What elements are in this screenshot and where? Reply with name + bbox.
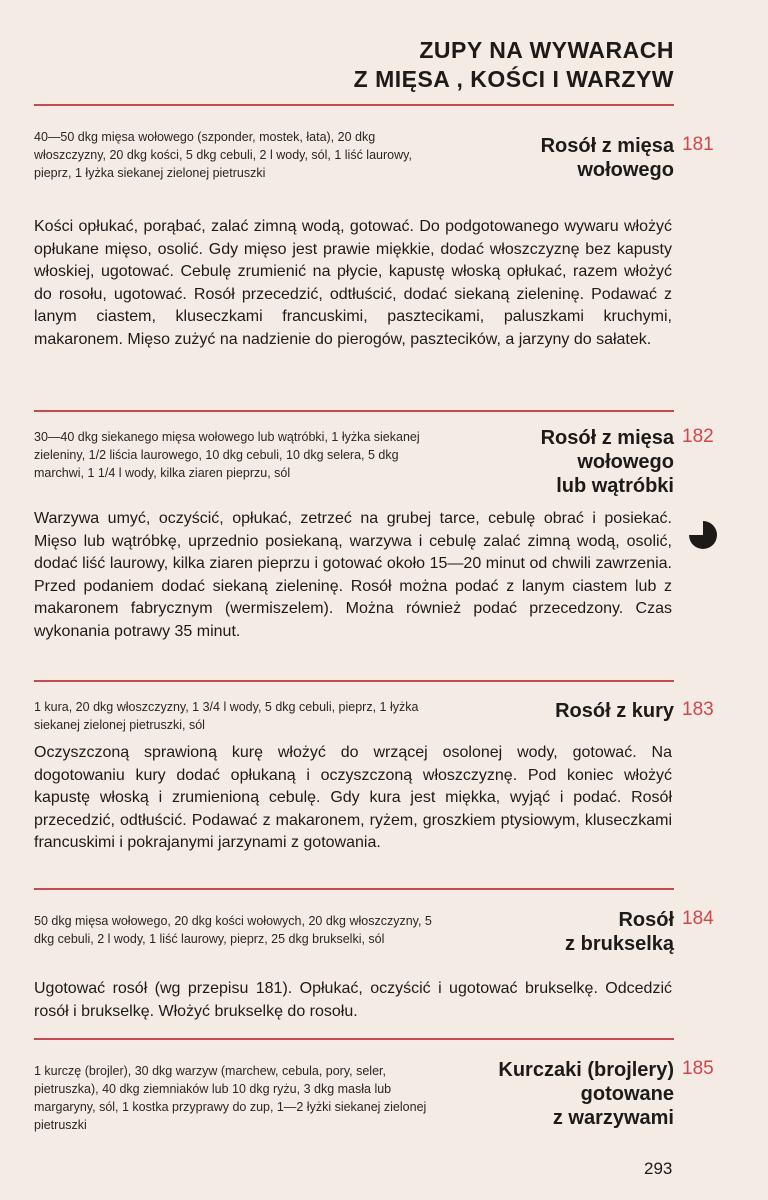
recipe-181-title-line-1: Rosół z mięsa xyxy=(540,135,674,157)
recipe-184-title-line-1: Rosół xyxy=(618,909,674,931)
recipe-183-title-line-1: Rosół z kury xyxy=(555,700,674,722)
recipe-184-title-line-2: z brukselką xyxy=(565,933,674,955)
recipe-divider xyxy=(34,888,674,890)
recipe-184-title xyxy=(565,908,674,956)
recipe-182-number: 182 xyxy=(682,426,714,447)
recipe-divider xyxy=(34,680,674,682)
recipe-182-title xyxy=(541,426,674,498)
recipe-185-title xyxy=(498,1058,674,1130)
recipe-184-text: Ugotować rosół (wg przepisu 181). Opłukać, oczyścić i ugotować brukselkę. Odcedzić rosół i brukselkę. Włożyć brukselkę do rosołu. xyxy=(34,980,672,1020)
recipe-182-title-line-1: Rosół z mięsa xyxy=(540,427,674,449)
pie-clock-icon xyxy=(688,520,718,550)
recipe-181-text: Kości opłukać, porąbać, zalać zimną wodą, gotować. Do podgotowanego wywaru włożyć opłukane mięso, osolić. Gdy mięso jest prawie miękkie, dodać włoszczyznę bez kapusty włoskiej, ugotować. Cebulę zrumienić na płycie, kapustę włoską opłukać, razem włożyć do rosołu, ugotować. Rosół przecedzić, odtłuścić, dodać siekaną zieleninę. Podawać z lanym ciastem, kluseczkami francuskimi, pasztecikami, paluszkami kruchymi, makaronem. Mięso zużyć na nadzienie do pierogów, pasztecików, a jarzyny do sałatek. xyxy=(34,218,672,348)
section-header-line-1: ZUPY NA WYWARACH xyxy=(419,37,674,63)
recipe-181-number: 181 xyxy=(682,134,714,155)
recipe-184-ingredients: 50 dkg mięsa wołowego, 20 dkg kości wołowych, 20 dkg włoszczyzny, 5 dkg cebuli, 2 l wody, 1 liść laurowy, pieprz, 25 dkg brukselki, sól xyxy=(34,914,432,946)
recipe-181-ingredients: 40—50 dkg mięsa wołowego (szponder, mostek, łata), 20 dkg włoszczyzny, 20 dkg kości, 5 dkg cebuli, 2 l wody, sól, 1 liść laurowy, pieprz, 1 łyżka siekanej zielonej pietruszki xyxy=(34,130,412,180)
recipe-183-number: 183 xyxy=(682,699,714,720)
recipe-divider xyxy=(34,1038,674,1040)
recipe-185-title-line-3: z warzywami xyxy=(552,1107,674,1129)
recipe-185-title-line-1: Kurczaki (brojlery) xyxy=(498,1059,674,1081)
recipe-182-title-line-3: lub wątróbki xyxy=(556,475,674,497)
recipe-182-ingredients: 30—40 dkg siekanego mięsa wołowego lub wątróbki, 1 łyżka siekanej zieleniny, 1/2 liścia laurowego, 10 dkg cebuli, 10 dkg selera, 5 dkg marchwi, 1 1/4 l wody, kilka ziaren pieprzu, sól xyxy=(34,430,420,480)
recipe-185-number: 185 xyxy=(682,1058,714,1079)
recipe-181-title xyxy=(541,134,674,182)
section-header-line-2: Z MIĘSA , KOŚCI I WARZYW xyxy=(353,66,674,92)
section-divider xyxy=(34,104,674,106)
recipe-divider xyxy=(34,410,674,412)
recipe-183-title xyxy=(555,699,674,723)
recipe-182-text: Warzywa umyć, oczyścić, opłukać, zetrzeć na grubej tarce, cebulę obrać i posiekać. Mięso lub wątróbkę, uprzednio posiekaną, warzywa i cebulę zalać zimną wodą, osolić, dodać liść laurowy, kilka ziaren pieprzu i gotować około 15—20 minut od chwili zawrzenia. Przed podaniem dodać siekaną zieleninę. Rosół można podać z lanym ciastem lub z makaronem fabrycznym (wermiszelem). Można również podać przecedzony. Czas wykonania potrawy 35 minut. xyxy=(34,510,672,640)
recipe-185-title-line-2: gotowane xyxy=(580,1083,674,1105)
recipe-182-title-line-2: wołowego xyxy=(577,451,674,473)
recipe-183-ingredients: 1 kura, 20 dkg włoszczyzny, 1 3/4 l wody, 5 dkg cebuli, pieprz, 1 łyżka siekanej zielonej pietruszki, sól xyxy=(34,700,419,732)
section-header xyxy=(354,36,674,94)
page-number: 293 xyxy=(644,1159,673,1178)
recipe-181-title-line-2: wołowego xyxy=(577,159,674,181)
recipe-184-number: 184 xyxy=(682,908,714,929)
recipe-183-text: Oczyszczoną sprawioną kurę włożyć do wrzącej osolonej wody, gotować. Na dogotowaniu kury dodać opłukaną i oczyszczoną włoszczyznę. Pod koniec włożyć kapustę włoską i zrumienioną cebulę. Gdy kura jest miękka, wyjąć i podać. Rosół przecedzić, odtłuścić. Podawać z makaronem, ryżem, groszkiem ptysiowym, kluseczkami francuskimi i pokrajanymi jarzynami z gotowania. xyxy=(34,744,672,851)
recipe-185-ingredients: 1 kurczę (brojler), 30 dkg warzyw (marchew, cebula, pory, seler, pietruszka), 40 dkg ziemniaków lub 10 dkg ryżu, 3 dkg masła lub margaryny, sól, 1 kostka przyprawy do zup, 1—2 łyżki siekanej zielonej pietruszki xyxy=(34,1064,427,1132)
